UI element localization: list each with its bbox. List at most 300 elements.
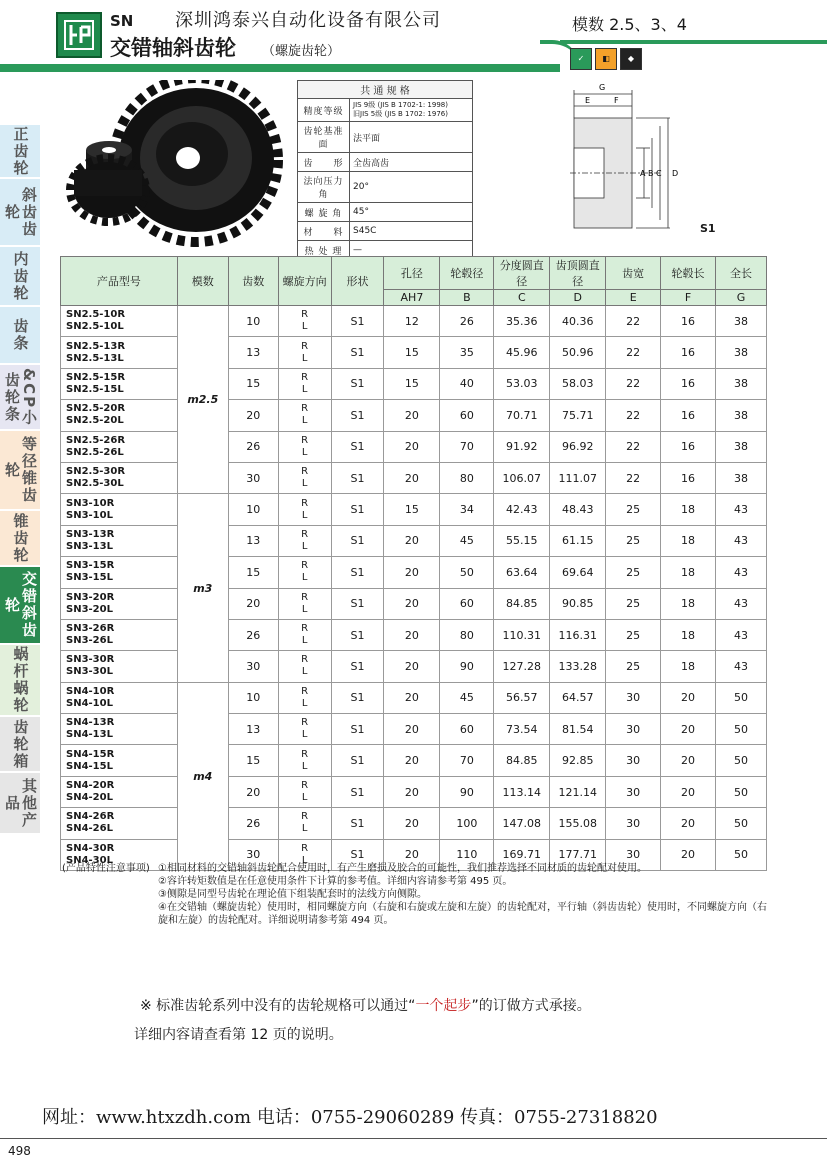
cell-pitch-dia: 42.43 xyxy=(494,494,550,525)
cell-total-length: 50 xyxy=(716,808,767,839)
cell-hub-length: 18 xyxy=(661,557,716,588)
cell-bore: 20 xyxy=(384,525,440,556)
col-sub-d: D xyxy=(550,290,606,306)
cell-face-width: 25 xyxy=(606,619,661,650)
table-row xyxy=(61,651,767,682)
cell-model: SN3-26R SN3-26L xyxy=(61,619,178,650)
sidebar-tab[interactable] xyxy=(0,717,40,773)
cell-pitch-dia: 53.03 xyxy=(494,368,550,399)
cell-hub-dia: 45 xyxy=(440,682,494,713)
cell-pitch-dia: 169.71 xyxy=(494,839,550,870)
cell-bore: 20 xyxy=(384,400,440,431)
spec-key: 法向压力角 xyxy=(298,172,350,203)
sidebar-tab-label: 其他产品 xyxy=(3,777,38,829)
custom-order-reference: 详细内容请查看第 12 页的说明。 xyxy=(134,1027,343,1043)
cell-teeth: 20 xyxy=(228,588,278,619)
cell-pitch-dia: 147.08 xyxy=(494,808,550,839)
sidebar-tab[interactable] xyxy=(0,125,40,179)
spec-key: 齿 形 xyxy=(298,153,350,172)
sidebar-tab[interactable] xyxy=(0,179,40,247)
sidebar-tab-label: 斜齿齿轮 xyxy=(3,186,38,238)
spec-value: S45C xyxy=(350,222,473,241)
cell-hub-dia: 100 xyxy=(440,808,494,839)
dim-label-b: B xyxy=(648,169,654,178)
cell-hub-dia: 50 xyxy=(440,557,494,588)
cell-shape: S1 xyxy=(331,400,384,431)
cell-face-width: 25 xyxy=(606,494,661,525)
cell-hub-dia: 90 xyxy=(440,651,494,682)
cell-teeth: 30 xyxy=(228,462,278,493)
cell-model: SN4-15R SN4-15L xyxy=(61,745,178,776)
cell-outside-dia: 64.57 xyxy=(550,682,606,713)
cell-total-length: 38 xyxy=(716,462,767,493)
gear-product-photo xyxy=(66,80,286,250)
cell-hub-dia: 35 xyxy=(440,337,494,368)
spec-value: — xyxy=(350,241,473,260)
cta-highlight: 一个起步 xyxy=(415,998,472,1014)
sidebar-tab[interactable] xyxy=(0,645,40,717)
cell-hub-length: 20 xyxy=(661,839,716,870)
cell-direction: R L xyxy=(278,588,331,619)
cell-bore: 20 xyxy=(384,839,440,870)
col-header-model: 产品型号 xyxy=(61,257,178,306)
cell-hub-length: 18 xyxy=(661,494,716,525)
spec-key: 螺 旋 角 xyxy=(298,203,350,222)
cell-direction: R L xyxy=(278,462,331,493)
cell-pitch-dia: 63.64 xyxy=(494,557,550,588)
dim-label-c: C xyxy=(656,169,662,178)
cell-pitch-dia: 127.28 xyxy=(494,651,550,682)
cell-direction: R L xyxy=(278,714,331,745)
cell-hub-dia: 40 xyxy=(440,368,494,399)
cell-hub-dia: 70 xyxy=(440,745,494,776)
cell-model: SN4-20R SN4-20L xyxy=(61,776,178,807)
col-header-face-width: 齿宽 xyxy=(606,257,661,290)
cell-direction: R L xyxy=(278,776,331,807)
cell-outside-dia: 116.31 xyxy=(550,619,606,650)
cell-face-width: 30 xyxy=(606,745,661,776)
common-spec-table xyxy=(297,80,473,260)
cell-outside-dia: 69.64 xyxy=(550,557,606,588)
cell-outside-dia: 81.54 xyxy=(550,714,606,745)
sidebar-tab[interactable] xyxy=(0,511,40,567)
rohs-badge-icon: ✓ xyxy=(570,48,592,70)
cell-shape: S1 xyxy=(331,588,384,619)
table-row xyxy=(61,588,767,619)
table-row xyxy=(61,306,767,337)
cell-hub-length: 20 xyxy=(661,808,716,839)
cell-bore: 20 xyxy=(384,808,440,839)
cell-shape: S1 xyxy=(331,368,384,399)
spec-row xyxy=(298,203,473,222)
cell-hub-length: 16 xyxy=(661,462,716,493)
cell-teeth: 20 xyxy=(228,400,278,431)
cell-teeth: 13 xyxy=(228,714,278,745)
cell-model: SN4-10R SN4-10L xyxy=(61,682,178,713)
cell-face-width: 30 xyxy=(606,808,661,839)
col-header-hub-length: 轮毂长 xyxy=(661,257,716,290)
cell-teeth: 10 xyxy=(228,682,278,713)
cell-hub-length: 18 xyxy=(661,619,716,650)
cell-hub-dia: 60 xyxy=(440,588,494,619)
cell-module: m3 xyxy=(177,494,228,682)
col-header-shape: 形状 xyxy=(331,257,384,306)
cell-total-length: 50 xyxy=(716,839,767,870)
dim-label-e: E xyxy=(585,96,591,105)
note-item: ①相同材料的交错轴斜齿轮配合使用时，有产生磨损及胶合的可能性，我们推荐选择不同材质的齿轮配对使用。 xyxy=(158,863,647,874)
table-row xyxy=(61,337,767,368)
col-sub-g: G xyxy=(716,290,767,306)
cell-pitch-dia: 91.92 xyxy=(494,431,550,462)
cell-direction: R L xyxy=(278,651,331,682)
cell-teeth: 15 xyxy=(228,557,278,588)
cell-total-length: 50 xyxy=(716,745,767,776)
cell-teeth: 30 xyxy=(228,839,278,870)
cell-hub-dia: 110 xyxy=(440,839,494,870)
cell-teeth: 15 xyxy=(228,368,278,399)
cell-model: SN4-30R SN4-30L xyxy=(61,839,178,870)
cell-total-length: 38 xyxy=(716,400,767,431)
cell-face-width: 30 xyxy=(606,776,661,807)
cell-direction: R L xyxy=(278,745,331,776)
series-code: SN xyxy=(110,12,134,30)
cell-shape: S1 xyxy=(331,651,384,682)
cell-pitch-dia: 56.57 xyxy=(494,682,550,713)
cell-pitch-dia: 55.15 xyxy=(494,525,550,556)
spec-title: 共 通 规 格 xyxy=(298,81,473,99)
cell-direction: R L xyxy=(278,619,331,650)
cell-direction: R L xyxy=(278,557,331,588)
cell-face-width: 22 xyxy=(606,368,661,399)
category-sidebar xyxy=(0,125,42,835)
page-header xyxy=(0,0,827,74)
cell-total-length: 43 xyxy=(716,557,767,588)
large-helical-gear-icon xyxy=(114,80,278,242)
cell-teeth: 10 xyxy=(228,494,278,525)
cell-shape: S1 xyxy=(331,462,384,493)
col-header-pitch-dia: 分度圆直径 xyxy=(494,257,550,290)
page-title: 交错轴斜齿轮 xyxy=(110,36,236,60)
cell-model: SN3-20R SN3-20L xyxy=(61,588,178,619)
cell-outside-dia: 96.92 xyxy=(550,431,606,462)
cell-hub-dia: 80 xyxy=(440,619,494,650)
cell-face-width: 22 xyxy=(606,462,661,493)
page-number: 498 xyxy=(8,1144,31,1158)
cell-face-width: 30 xyxy=(606,682,661,713)
cell-hub-length: 16 xyxy=(661,431,716,462)
cell-face-width: 30 xyxy=(606,714,661,745)
table-row xyxy=(61,557,767,588)
cell-hub-dia: 26 xyxy=(440,306,494,337)
cell-teeth: 26 xyxy=(228,431,278,462)
cell-total-length: 38 xyxy=(716,431,767,462)
cell-direction: R L xyxy=(278,368,331,399)
dim-label-f: F xyxy=(614,96,619,105)
cell-outside-dia: 50.96 xyxy=(550,337,606,368)
cell-total-length: 43 xyxy=(716,651,767,682)
cell-pitch-dia: 110.31 xyxy=(494,619,550,650)
cell-total-length: 43 xyxy=(716,525,767,556)
sidebar-tab-label: 齿轮箱 xyxy=(11,718,30,770)
dim-label-g: G xyxy=(599,83,606,92)
cell-pitch-dia: 45.96 xyxy=(494,337,550,368)
cell-shape: S1 xyxy=(331,431,384,462)
spec-value: 20° xyxy=(350,172,473,203)
cell-shape: S1 xyxy=(331,337,384,368)
cell-total-length: 38 xyxy=(716,306,767,337)
sidebar-tab-label: 正齿轮 xyxy=(11,125,30,177)
cell-bore: 20 xyxy=(384,619,440,650)
cell-total-length: 50 xyxy=(716,682,767,713)
brand-logo xyxy=(56,12,102,58)
cell-pitch-dia: 70.71 xyxy=(494,400,550,431)
cell-outside-dia: 48.43 xyxy=(550,494,606,525)
cell-bore: 15 xyxy=(384,368,440,399)
page-divider xyxy=(0,1138,827,1139)
cell-teeth: 26 xyxy=(228,619,278,650)
cell-direction: R L xyxy=(278,839,331,870)
spec-row xyxy=(298,122,473,153)
feature-badges xyxy=(570,48,642,70)
col-sub-e: E xyxy=(606,290,661,306)
cell-model: SN3-10R SN3-10L xyxy=(61,494,178,525)
spec-row xyxy=(298,153,473,172)
cell-face-width: 22 xyxy=(606,337,661,368)
cell-teeth: 15 xyxy=(228,745,278,776)
table-row xyxy=(61,431,767,462)
shape-label: S1 xyxy=(700,222,716,235)
note-item: ④在交错轴（螺旋齿轮）使用时，相同螺旋方向（右旋和右旋或左旋和左旋）的齿轮配对，平行轴（斜齿齿轮）使用时，不同螺旋方向（右旋和左旋）的齿轮配对。详细说明请参考第 494 页。 xyxy=(158,902,767,926)
cell-hub-length: 16 xyxy=(661,306,716,337)
company-name: 深圳鸿泰兴自动化设备有限公司 xyxy=(175,10,441,31)
table-row xyxy=(61,525,767,556)
custom-order-note xyxy=(140,995,591,1015)
cell-module: m4 xyxy=(177,682,228,870)
cell-model: SN2.5-26R SN2.5-26L xyxy=(61,431,178,462)
cell-shape: S1 xyxy=(331,776,384,807)
cell-total-length: 38 xyxy=(716,337,767,368)
cell-total-length: 50 xyxy=(716,714,767,745)
spec-key: 齿轮基准面 xyxy=(298,122,350,153)
table-row xyxy=(61,808,767,839)
cell-shape: S1 xyxy=(331,714,384,745)
spec-row xyxy=(298,99,473,122)
table-row xyxy=(61,368,767,399)
col-header-bore: 孔径 xyxy=(384,257,440,290)
cell-direction: R L xyxy=(278,400,331,431)
note-item: ②容许转矩数值是在任意使用条件下计算的参考值。详细内容请参考第 495 页。 xyxy=(158,876,513,887)
cell-bore: 20 xyxy=(384,745,440,776)
sidebar-tab-label: 等径锥齿轮 xyxy=(3,436,38,504)
cell-outside-dia: 92.85 xyxy=(550,745,606,776)
cell-outside-dia: 155.08 xyxy=(550,808,606,839)
cell-shape: S1 xyxy=(331,682,384,713)
cell-hub-length: 16 xyxy=(661,368,716,399)
cell-teeth: 20 xyxy=(228,776,278,807)
cell-hub-length: 20 xyxy=(661,776,716,807)
cell-pitch-dia: 106.07 xyxy=(494,462,550,493)
cell-shape: S1 xyxy=(331,306,384,337)
cell-teeth: 30 xyxy=(228,651,278,682)
sidebar-tab[interactable] xyxy=(0,365,40,431)
notes-label: (产品特性注意事项) xyxy=(62,863,150,874)
cell-face-width: 25 xyxy=(606,557,661,588)
cell-direction: R L xyxy=(278,431,331,462)
spec-row xyxy=(298,222,473,241)
col-header-hub-dia: 轮毂径 xyxy=(440,257,494,290)
note-item: ③侧隙是同型号齿轮在理论值下组装配套时的法线方向侧隙。 xyxy=(158,889,427,900)
cell-model: SN3-13R SN3-13L xyxy=(61,525,178,556)
cell-shape: S1 xyxy=(331,494,384,525)
col-sub-b: B xyxy=(440,290,494,306)
cell-direction: R L xyxy=(278,525,331,556)
spec-value: 全齿高齿 xyxy=(350,153,473,172)
cell-bore: 20 xyxy=(384,557,440,588)
spec-value: 45° xyxy=(350,203,473,222)
cell-hub-dia: 60 xyxy=(440,400,494,431)
page-subtitle: （螺旋齿轮） xyxy=(262,44,341,59)
col-header-module: 模数 xyxy=(177,257,228,306)
sidebar-tab[interactable] xyxy=(0,773,40,835)
sidebar-tab-label: 锥齿轮 xyxy=(11,512,30,564)
table-row xyxy=(61,494,767,525)
table-row xyxy=(61,682,767,713)
spec-value: 法平面 xyxy=(350,122,473,153)
cell-pitch-dia: 84.85 xyxy=(494,745,550,776)
sidebar-tab[interactable] xyxy=(0,307,40,365)
cell-direction: R L xyxy=(278,306,331,337)
cell-face-width: 22 xyxy=(606,431,661,462)
table-row xyxy=(61,776,767,807)
cell-bore: 20 xyxy=(384,714,440,745)
col-header-teeth: 齿数 xyxy=(228,257,278,306)
cell-shape: S1 xyxy=(331,557,384,588)
cell-hub-length: 16 xyxy=(661,337,716,368)
cell-total-length: 43 xyxy=(716,619,767,650)
sidebar-tab-label: 内齿轮 xyxy=(11,250,30,302)
cell-hub-length: 18 xyxy=(661,525,716,556)
sidebar-tab-label: &CP小齿轮条 xyxy=(3,367,38,427)
cell-pitch-dia: 84.85 xyxy=(494,588,550,619)
cell-outside-dia: 61.15 xyxy=(550,525,606,556)
cell-direction: R L xyxy=(278,682,331,713)
cell-hub-length: 18 xyxy=(661,651,716,682)
gear-section-icon xyxy=(570,90,670,228)
cell-shape: S1 xyxy=(331,808,384,839)
dim-label-d: D xyxy=(672,169,679,178)
cell-direction: R L xyxy=(278,494,331,525)
cell-total-length: 50 xyxy=(716,776,767,807)
module-range: 模数 2.5、3、4 xyxy=(572,15,687,34)
cell-model: SN2.5-10R SN2.5-10L xyxy=(61,306,178,337)
sidebar-tab-label: 交错斜齿轮 xyxy=(3,571,38,639)
cell-teeth: 26 xyxy=(228,808,278,839)
col-sub-a: AH7 xyxy=(384,290,440,306)
table-row xyxy=(61,400,767,431)
cell-model: SN4-13R SN4-13L xyxy=(61,714,178,745)
cell-outside-dia: 75.71 xyxy=(550,400,606,431)
header-band xyxy=(0,64,560,72)
cell-model: SN3-30R SN3-30L xyxy=(61,651,178,682)
cell-bore: 20 xyxy=(384,776,440,807)
cell-hub-length: 20 xyxy=(661,682,716,713)
header-band-right xyxy=(560,40,827,44)
cell-bore: 20 xyxy=(384,431,440,462)
cell-direction: R L xyxy=(278,808,331,839)
cell-model: SN2.5-20R SN2.5-20L xyxy=(61,400,178,431)
cell-outside-dia: 90.85 xyxy=(550,588,606,619)
sidebar-tab-label: 蜗杆蜗轮 xyxy=(11,646,30,714)
spec-key: 精度等级 xyxy=(298,99,350,122)
cell-face-width: 22 xyxy=(606,306,661,337)
sidebar-tab[interactable] xyxy=(0,247,40,307)
cell-outside-dia: 111.07 xyxy=(550,462,606,493)
cell-hub-dia: 80 xyxy=(440,462,494,493)
material-badge-icon: ◧ xyxy=(595,48,617,70)
cell-outside-dia: 177.71 xyxy=(550,839,606,870)
col-sub-f: F xyxy=(661,290,716,306)
cell-hub-length: 16 xyxy=(661,400,716,431)
spec-value: JIS 9级 (JIS B 1702-1: 1998) 旧JIS 5级 (JIS B 1702: 1976) xyxy=(350,99,473,122)
cell-model: SN2.5-15R SN2.5-15L xyxy=(61,368,178,399)
cta-text-b: ”的订做方式承接。 xyxy=(471,998,591,1014)
table-row xyxy=(61,714,767,745)
cell-face-width: 25 xyxy=(606,525,661,556)
gear-logo-icon xyxy=(63,19,95,51)
cell-shape: S1 xyxy=(331,839,384,870)
sidebar-tab[interactable] xyxy=(0,431,40,511)
cell-total-length: 43 xyxy=(716,494,767,525)
contact-footer: 网址：www.htxzdh.com 电话：0755-29060289 传真：0755-27318820 xyxy=(42,1107,658,1128)
cell-face-width: 30 xyxy=(606,839,661,870)
col-header-outside-dia: 齿顶圆直径 xyxy=(550,257,606,290)
cell-bore: 20 xyxy=(384,588,440,619)
cell-bore: 12 xyxy=(384,306,440,337)
cell-hub-dia: 90 xyxy=(440,776,494,807)
spec-key: 热 处 理 xyxy=(298,241,350,260)
cell-pitch-dia: 113.14 xyxy=(494,776,550,807)
cell-direction: R L xyxy=(278,337,331,368)
notes-body xyxy=(158,862,772,927)
cell-outside-dia: 58.03 xyxy=(550,368,606,399)
cell-pitch-dia: 73.54 xyxy=(494,714,550,745)
cell-teeth: 13 xyxy=(228,337,278,368)
spec-key: 材 料 xyxy=(298,222,350,241)
cell-pitch-dia: 35.36 xyxy=(494,306,550,337)
sidebar-tab-label: 齿条 xyxy=(11,318,30,352)
cell-bore: 20 xyxy=(384,462,440,493)
cell-bore: 20 xyxy=(384,682,440,713)
cell-face-width: 25 xyxy=(606,651,661,682)
cell-model: SN4-26R SN4-26L xyxy=(61,808,178,839)
cell-model: SN3-15R SN3-15L xyxy=(61,557,178,588)
dim-label-a: A xyxy=(640,169,646,178)
sidebar-tab[interactable] xyxy=(0,567,40,645)
cell-bore: 15 xyxy=(384,494,440,525)
cell-hub-length: 20 xyxy=(661,714,716,745)
cell-outside-dia: 40.36 xyxy=(550,306,606,337)
cell-total-length: 43 xyxy=(716,588,767,619)
col-sub-c: C xyxy=(494,290,550,306)
cta-text-a: ※ 标准齿轮系列中没有的齿轮规格可以通过“ xyxy=(140,998,416,1014)
cell-outside-dia: 121.14 xyxy=(550,776,606,807)
cell-shape: S1 xyxy=(331,745,384,776)
product-table xyxy=(60,256,767,871)
cell-hub-length: 20 xyxy=(661,745,716,776)
cell-hub-length: 18 xyxy=(661,588,716,619)
cell-teeth: 10 xyxy=(228,306,278,337)
cell-hub-dia: 45 xyxy=(440,525,494,556)
